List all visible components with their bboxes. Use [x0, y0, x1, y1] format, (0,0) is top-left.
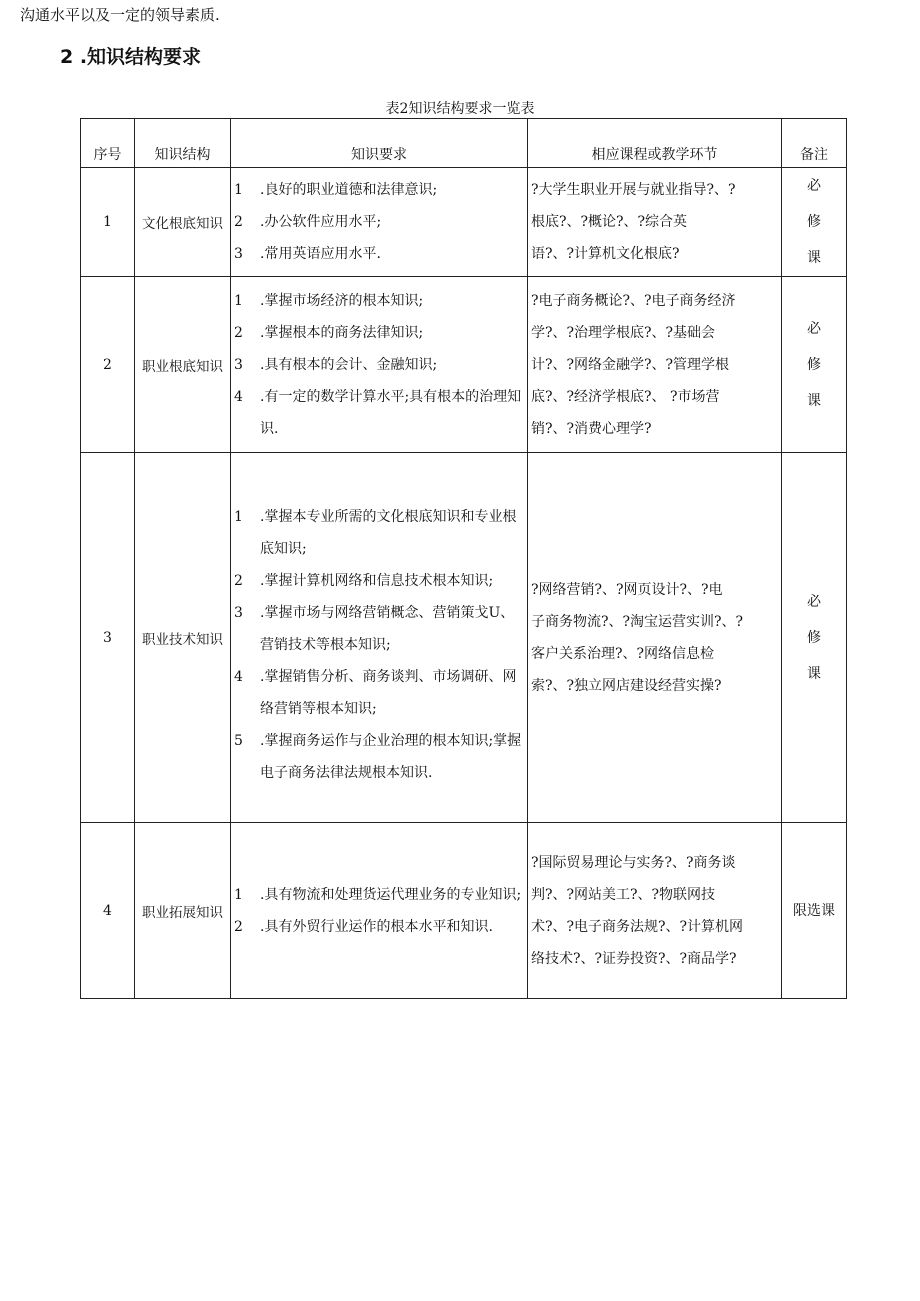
requirement-item: 4 .掌握销售分析、商务谈判、市场调研、网络营销等根本知识;: [234, 668, 517, 717]
requirement-item: 3 .常用英语应用水平.: [234, 246, 381, 262]
row-index: 3: [81, 453, 135, 823]
requirement-item: 2 .掌握计算机网络和信息技术根本知识;: [234, 572, 494, 589]
header-structure: 知识结构: [135, 119, 231, 168]
requirement-item: 3 .具有根本的会计、金融知识;: [234, 356, 438, 373]
row-note: 必 修 课: [782, 277, 847, 453]
table-row: [81, 823, 847, 999]
row-structure: 文化根底知识: [135, 168, 231, 277]
row-requirements: [231, 168, 528, 277]
requirement-item: 1 .掌握本专业所需的文化根底知识和专业根底知识;: [234, 508, 517, 557]
requirement-item: 1 .掌握市场经济的根本知识;: [234, 292, 424, 309]
requirement-item: 2 .掌握根本的商务法律知识;: [234, 324, 424, 341]
row-note: 必 修 课: [782, 453, 847, 823]
requirement-item: 5 .掌握商务运作与企业治理的根本知识;掌握电子商务法律法规根本知识.: [234, 732, 522, 781]
section-heading: 2 .知识结构要求: [60, 46, 202, 68]
requirement-item: 1 .良好的职业道德和法律意识;: [234, 182, 438, 198]
row-courses: ?国际贸易理论与实务?、?商务谈 判?、?网站美工?、?物联网技 术?、?电子商务法规?、?计算机网 络技术?、?证券投资?、?商品学?: [528, 823, 782, 999]
row-structure: 职业根底知识: [135, 277, 231, 453]
requirement-item: 3 .掌握市场与网络营销概念、营销策戈U、营销技术等根本知识;: [234, 604, 515, 653]
requirement-item: 1 .具有物流和处理货运代理业务的专业知识;: [234, 886, 522, 903]
requirement-item: 4 .有一定的数学计算水平;具有根本的治理知识.: [234, 388, 522, 437]
row-note: 限选课: [782, 823, 847, 999]
header-index: 序号: [81, 119, 135, 168]
intro-text: 沟通水平以及一定的领导素质.: [20, 6, 220, 24]
knowledge-structure-table: [80, 118, 847, 999]
requirement-item: 2 .具有外贸行业运作的根本水平和知识.: [234, 918, 493, 935]
row-index: 2: [81, 277, 135, 453]
row-structure: 职业技术知识: [135, 453, 231, 823]
row-structure: 职业拓展知识: [135, 823, 231, 999]
requirement-item: 2 .办公软件应用水平;: [234, 214, 382, 230]
header-courses: 相应课程或教学环节: [528, 119, 782, 168]
row-note: 必 修 课: [782, 168, 847, 277]
row-requirements: [231, 453, 528, 823]
table-row: [81, 277, 847, 453]
table-row: [81, 453, 847, 823]
row-index: 1: [81, 168, 135, 277]
header-note: 备注: [782, 119, 847, 168]
row-index: 4: [81, 823, 135, 999]
header-requirements: 知识要求: [231, 119, 528, 168]
row-courses: ?大学生职业开展与就业指导?、? 根底?、?概论?、?综合英 语?、?计算机文化根底?: [528, 168, 782, 277]
table-header-row: [81, 119, 847, 168]
row-requirements: [231, 277, 528, 453]
table-caption: 表2知识结构要求一览表: [385, 101, 535, 117]
row-courses: ?电子商务概论?、?电子商务经济 学?、?治理学根底?、?基础会 计?、?网络金融学?、?管理学根 底?、?经济学根底?、 ?市场营 销?、?消费心理学?: [528, 277, 782, 453]
table-row: [81, 168, 847, 277]
row-requirements: [231, 823, 528, 999]
row-courses: ?网络营销?、?网页设计?、?电 子商务物流?、?淘宝运营实训?、? 客户关系治理?、?网络信息检 索?、?独立网店建设经营实操?: [528, 453, 782, 823]
